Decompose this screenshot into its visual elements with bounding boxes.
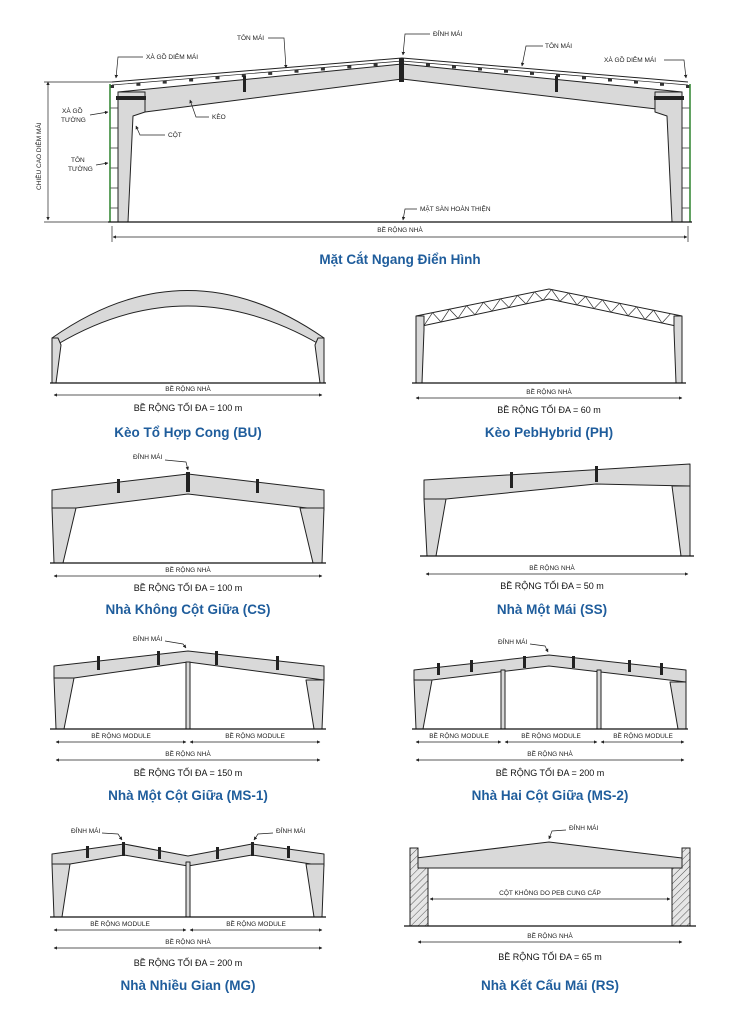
panel-bu — [50, 291, 326, 441]
purlin — [321, 68, 325, 71]
max-width-label: BỀ RỘNG TỐI ĐA = 150 m — [133, 768, 243, 778]
column-right — [315, 338, 324, 383]
panel-title: Nhà Một Mái (SS) — [496, 602, 608, 617]
finished-floor-label: MẶT SÀN HOÀN THIỆN — [420, 206, 491, 213]
roof-sheet-label-right: TÔN MÁI — [545, 43, 573, 50]
interior-column — [186, 862, 190, 917]
panel-ms1 — [50, 634, 326, 803]
purlin — [504, 70, 508, 73]
max-width-label: BỀ RỘNG TỐI ĐA = 50 m — [500, 581, 604, 591]
rafter-label: KÈO — [212, 114, 226, 121]
column-right — [674, 316, 682, 383]
max-width-label: BỀ RỘNG TỐI ĐA = 200 m — [133, 958, 243, 968]
purlin — [216, 76, 220, 79]
max-width-label: BỀ RỘNG TỐI ĐA = 200 m — [495, 768, 605, 778]
rafter — [414, 655, 686, 682]
module-label-1: BỀ RỘNG MODULE — [91, 733, 151, 740]
column-note: CỘT KHÔNG DO PEB CUNG CẤP — [499, 890, 601, 897]
knee-plate-right — [654, 96, 684, 100]
column-right — [306, 864, 324, 917]
width-label: BỀ RỘNG NHÀ — [165, 939, 211, 946]
panel-title: Nhà Không Cột Giữa (CS) — [105, 602, 271, 617]
purlin — [634, 81, 638, 84]
ridge-label: ĐỈNH MÁI — [569, 825, 599, 832]
column-left — [118, 92, 145, 222]
column-label: CỘT — [168, 132, 182, 139]
ridge-splice — [186, 472, 190, 492]
purlin — [452, 65, 456, 68]
splice-left — [243, 76, 246, 92]
ridge-label-right: ĐỈNH MÁI — [276, 828, 306, 835]
knee-plate-left — [116, 96, 146, 100]
eave-purlin-label-right: XÀ GỒ DIÊM MÁI — [604, 57, 657, 64]
ridge-label: ĐỈNH MÁI — [133, 636, 163, 643]
mono-rafter — [424, 464, 690, 499]
panel-title: Kèo Tổ Hợp Cong (BU) — [114, 425, 262, 440]
purlin — [426, 63, 430, 66]
wall-sheet-label-1: TÔN — [71, 157, 85, 164]
purlin — [268, 72, 272, 75]
purlin — [582, 76, 586, 79]
typical-cross-section — [33, 29, 692, 267]
ridge-label: ĐỈNH MÁI — [433, 31, 463, 38]
purlin — [478, 68, 482, 71]
ridge-splice — [399, 58, 404, 82]
panel-mg — [50, 826, 326, 993]
eave-purlin-label-left: XÀ GỒ DIÊM MÁI — [146, 54, 199, 61]
column-right — [300, 508, 324, 563]
interior-column — [186, 662, 190, 729]
purlin — [295, 70, 299, 73]
purlin — [530, 72, 534, 75]
panel-title: Kèo PebHybrid (PH) — [484, 425, 614, 440]
panel-title: Nhà Kết Cấu Mái (RS) — [480, 978, 620, 993]
width-label: BỀ RỘNG NHÀ — [165, 386, 211, 393]
purlin — [660, 83, 664, 86]
ridge-label: ĐỈNH MÁI — [133, 454, 163, 461]
purlin — [608, 79, 612, 82]
ridge-label: ĐỈNH MÁI — [498, 639, 528, 646]
purlin — [163, 81, 167, 84]
wall-girts-left — [110, 108, 118, 208]
module-label-1: BỀ RỘNG MODULE — [90, 921, 150, 928]
wall-sheet-label-2: TƯỜNG — [68, 166, 93, 173]
purlin — [347, 65, 351, 68]
width-label: BỀ RỘNG NHÀ — [529, 565, 575, 572]
splice-right — [555, 76, 558, 92]
column-right — [306, 680, 324, 729]
width-label: BỀ RỘNG NHÀ — [165, 751, 211, 758]
column-left — [416, 316, 424, 383]
column-left — [52, 508, 76, 563]
max-width-label: BỀ RỘNG TỐI ĐA = 100 m — [133, 583, 243, 593]
width-label: BỀ RỘNG NHÀ — [527, 751, 573, 758]
wall-girts-right — [682, 108, 690, 208]
interior-column-2 — [597, 670, 601, 729]
panel-title: Nhà Hai Cột Giữa (MS-2) — [471, 788, 629, 803]
wall-girt-label-1: XÀ GỒ — [62, 108, 83, 115]
column-right — [672, 486, 690, 556]
truss-bottom-chord — [422, 299, 676, 326]
truss-web-members — [424, 290, 671, 326]
roof-sheet-label-left: TÔN MÁI — [237, 35, 265, 42]
max-width-label: BỀ RỘNG TỐI ĐA = 65 m — [498, 952, 602, 962]
main-section-title: Mặt Cắt Ngang Điển Hình — [319, 252, 481, 267]
module-label-3: BỀ RỘNG MODULE — [613, 733, 673, 740]
wall-girt-label-2: TƯỜNG — [61, 117, 86, 124]
ridge-label-left: ĐỈNH MÁI — [71, 828, 101, 835]
panel-title: Nhà Nhiều Gian (MG) — [120, 978, 256, 993]
column-left — [424, 499, 446, 556]
panel-ph — [412, 289, 686, 440]
max-width-label: BỀ RỘNG TỐI ĐA = 60 m — [497, 405, 601, 415]
width-label: BỀ RỘNG NHÀ — [527, 933, 573, 940]
column-left — [54, 678, 74, 729]
roof-structure — [416, 842, 682, 868]
column-left — [52, 338, 61, 383]
column-right — [655, 92, 682, 222]
module-label-2: BỀ RỘNG MODULE — [225, 733, 285, 740]
module-label-1: BỀ RỘNG MODULE — [429, 733, 489, 740]
module-label-2: BỀ RỘNG MODULE — [521, 733, 581, 740]
purlin — [136, 83, 140, 86]
width-label: BỀ RỘNG NHÀ — [526, 389, 572, 396]
panel-ss — [420, 464, 694, 617]
max-width-label: BỀ RỘNG TỐI ĐA = 100 m — [133, 403, 243, 413]
truss-web — [424, 290, 671, 326]
module-label-2: BỀ RỘNG MODULE — [226, 921, 286, 928]
eave-height-label: CHIỀU CAO DIÊM MÁI — [36, 122, 43, 190]
panel-rs — [404, 823, 696, 993]
interior-column-1 — [501, 670, 505, 729]
column-left — [414, 680, 432, 729]
panel-cs — [50, 452, 326, 617]
panel-ms2 — [412, 637, 688, 803]
purlin — [374, 63, 378, 66]
width-label: BỀ RỘNG NHÀ — [165, 567, 211, 574]
column-right — [670, 682, 686, 729]
curved-rafter — [52, 291, 324, 345]
building-width-label: BỀ RỘNG NHÀ — [377, 227, 423, 234]
purlin — [189, 79, 193, 82]
panel-title: Nhà Một Cột Giữa (MS-1) — [108, 788, 268, 803]
column-left — [52, 864, 70, 917]
